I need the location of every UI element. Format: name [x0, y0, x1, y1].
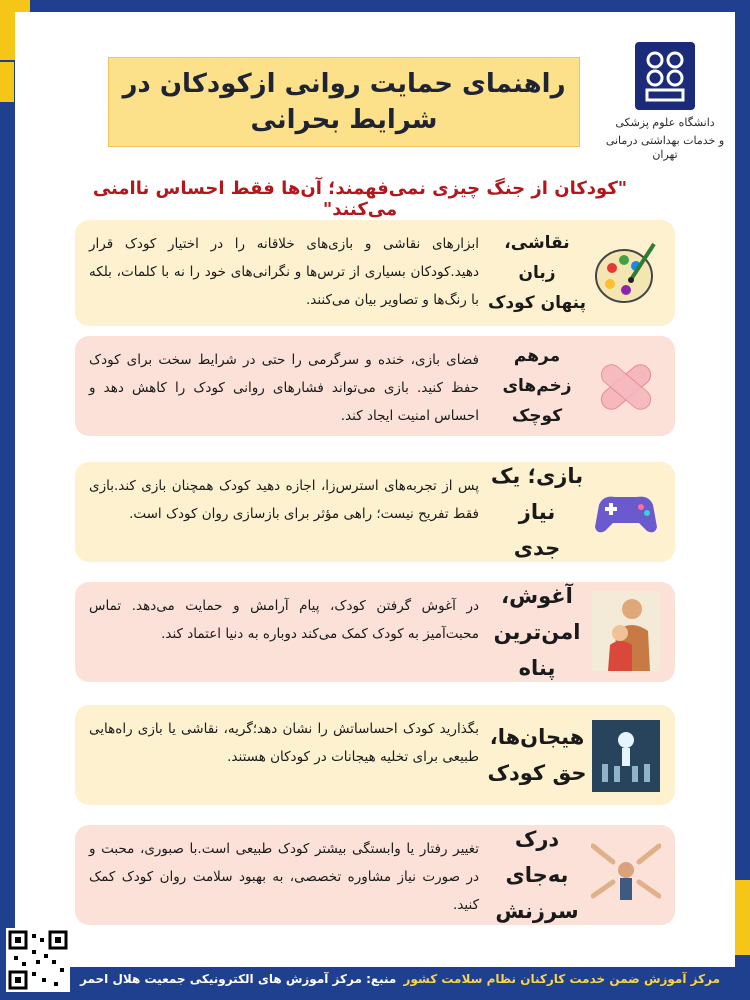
- tip-card-emotions: [75, 705, 675, 805]
- tip-label-line-2: پنهان کودک: [487, 293, 587, 313]
- tip-label-line-1: آغوش،: [501, 584, 573, 608]
- university-logo: [600, 40, 730, 170]
- tip-label: [487, 220, 587, 326]
- tip-label-line-2: امن‌ترین پناه: [493, 620, 581, 680]
- emotions-icon: [590, 717, 662, 795]
- tip-label: [487, 825, 587, 925]
- hug-icon: [590, 592, 662, 670]
- logo-text-line-1: دانشگاه علوم پزشکی: [615, 116, 715, 129]
- qr-code[interactable]: [6, 928, 70, 992]
- footer-source: مرکز آموزش ضمن خدمت کارکنان نظام سلامت کشور: [403, 972, 720, 986]
- tip-label: [487, 336, 587, 436]
- gamepad-icon: [590, 474, 662, 552]
- tip-card-understanding: [75, 825, 675, 925]
- tip-text: فضای بازی، خنده و سرگرمی را حتی در شرایط سخت برای کودک حفظ کنید. بازی می‌تواند فشارهای روانی کودک را کاهش دهد و احساس امنیت ایجاد کند.: [89, 352, 479, 424]
- tip-label: [487, 462, 587, 562]
- tip-card-drawing: [75, 220, 675, 326]
- tip-card-play: [75, 462, 675, 562]
- tip-text: در آغوش گرفتن کودک، پیام آرامش و حمایت می‌دهد. تماس محبت‌آمیز به کودک کمک می‌کند دوباره به دنیا اعتماد کند.: [89, 598, 479, 642]
- palette-icon: [590, 234, 662, 312]
- tip-card-play-space: [75, 336, 675, 436]
- tip-label-line-2: حق کودک: [487, 761, 587, 785]
- tip-label-line-1: هیجان‌ها،: [489, 725, 585, 749]
- tip-text: تغییر رفتار یا وابستگی بیشتر کودک طبیعی است.با صبوری، محبت و در صورت نیاز مشاوره تخصصی، به بهبود سلامت روان کودک کمک کنید.: [89, 841, 479, 913]
- tip-label-line-2: جدی: [513, 536, 561, 560]
- title-line-1: راهنمای حمایت روانی ازکودکان در: [122, 69, 566, 99]
- headline-quote: "کودکان از جنگ چیزی نمی‌فهمند؛ آن‌ها فقط احساس ناامنی می‌کنند": [92, 178, 628, 220]
- page-title: [108, 57, 580, 147]
- tip-label-line-1: مرهم زخم‌های: [502, 346, 572, 396]
- tip-label-line-1: بازی؛ یک نیاز: [490, 464, 584, 524]
- blame-icon: [590, 835, 662, 913]
- tip-text: پس از تجربه‌های استرس‌زا، اجازه دهید کودک همچنان بازی کند.بازی فقط تفریح نیست؛ راهی مؤثر برای بازسازی روان کودک است.: [89, 478, 479, 522]
- yellow-corner-left: [0, 62, 14, 102]
- footer-credit: منبع: مرکز آموزش های الکترونیکی جمعیت هلال احمر: [80, 972, 397, 986]
- footer: [80, 968, 720, 990]
- title-line-2: شرایط بحرانی: [250, 105, 438, 135]
- tip-label-line-1: درک به‌جای: [505, 827, 569, 887]
- tip-label: [487, 582, 587, 682]
- tip-label-line-1: نقاشی، زبان: [504, 233, 570, 283]
- tip-text: ابزارهای نقاشی و بازی‌های خلاقانه را در اختیار کودک قرار دهید.کودکان بسیاری از ترس‌ها و نگرانی‌های خود را نه با کلمات، بلکه با رنگ‌ها و تصاویر بیان می‌کنند.: [89, 236, 479, 308]
- tip-label: [487, 705, 587, 805]
- logo-text-line-2: و خدمات بهداشتی درمانی تهران: [605, 134, 725, 161]
- bandage-icon: [590, 348, 662, 426]
- tip-label-line-2: سرزنش: [495, 899, 579, 923]
- tip-label-line-2: کوچک: [511, 406, 563, 426]
- tip-text: بگذارید کودک احساساتش را نشان دهد؛گریه، نقاشی یا بازی راه‌هایی طبیعی برای تخلیه هیجانات در کودکان هستند.: [89, 721, 479, 765]
- tip-card-hug: [75, 582, 675, 682]
- university-emblem-icon: [633, 40, 697, 112]
